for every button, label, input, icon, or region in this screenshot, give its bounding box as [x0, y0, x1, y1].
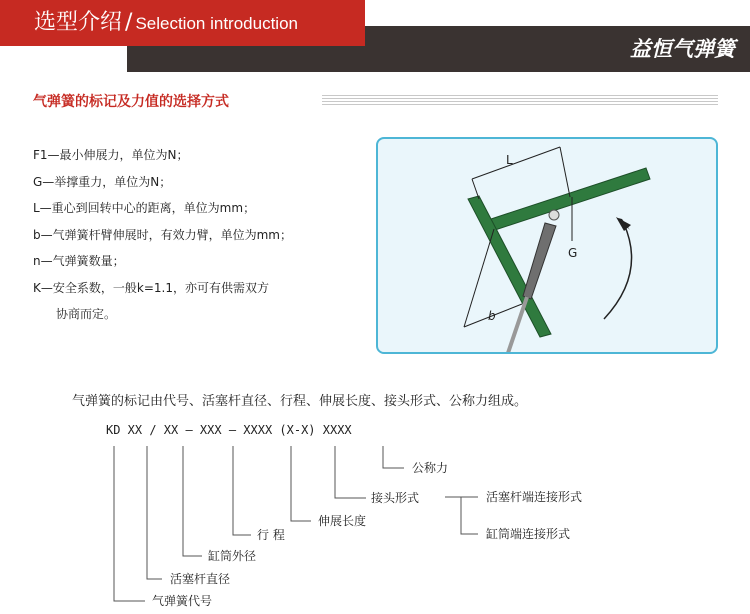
tree-line-cylinder-end	[461, 497, 478, 534]
label-L: L	[506, 153, 513, 167]
label-joint-form: 接头形式	[371, 491, 420, 505]
tree-line-code	[114, 446, 145, 601]
label-b: b	[488, 309, 496, 323]
label-cylinder-end-joint: 缸筒端连接形式	[486, 527, 571, 541]
label-rod-end-joint: 活塞杆端连接形式	[486, 490, 583, 504]
label-stroke: 行 程	[257, 528, 285, 542]
brand-name: 益恒气弹簧	[630, 37, 735, 61]
definition-item: n—气弹簧数量；	[33, 254, 125, 268]
section-title: 气弹簧的标记及力值的选择方式	[33, 94, 229, 110]
definition-item: 协商而定。	[56, 307, 117, 321]
definition-item: b—气弹簧杆臂伸展时，有效力臂，单位为mm；	[33, 227, 292, 242]
tree-line-joint-form	[335, 446, 366, 498]
tree-line-cylinder-od	[183, 446, 202, 556]
header-title-en: Selection introduction	[135, 14, 298, 33]
header-title-cn: 选型介绍	[34, 10, 123, 35]
label-extension-length: 伸展长度	[318, 514, 367, 528]
marking-code: KD XX / XX — XXX — XXXX (X-X) XXXX	[106, 423, 352, 437]
tree-line-rod-diameter	[147, 446, 162, 579]
header-title-separator: /	[125, 10, 133, 35]
definition-item: K—安全系数，一般k=1.1，亦可有供需双方	[33, 280, 269, 295]
label-G: G	[568, 246, 578, 260]
label-rod-diameter: 活塞杆直径	[170, 572, 231, 586]
definition-item: L—重心到回转中心的距离，单位为mm；	[33, 201, 256, 215]
label-nominal-force: 公称力	[412, 461, 449, 475]
tree-line-nominal-force	[383, 446, 404, 468]
marking-description: 气弹簧的标记由代号、活塞杆直径、行程、伸展长度、接头形式、公称力组成。	[72, 394, 528, 409]
definition-item: F1—最小伸展力，单位为N；	[33, 148, 189, 162]
label-spring-code: 气弹簧代号	[152, 594, 213, 608]
tree-line-extension	[291, 446, 311, 521]
tree-line-stroke	[233, 446, 251, 535]
label-cylinder-od: 缸筒外径	[208, 549, 257, 563]
definition-item: G—举撑重力，单位为N；	[33, 174, 172, 189]
